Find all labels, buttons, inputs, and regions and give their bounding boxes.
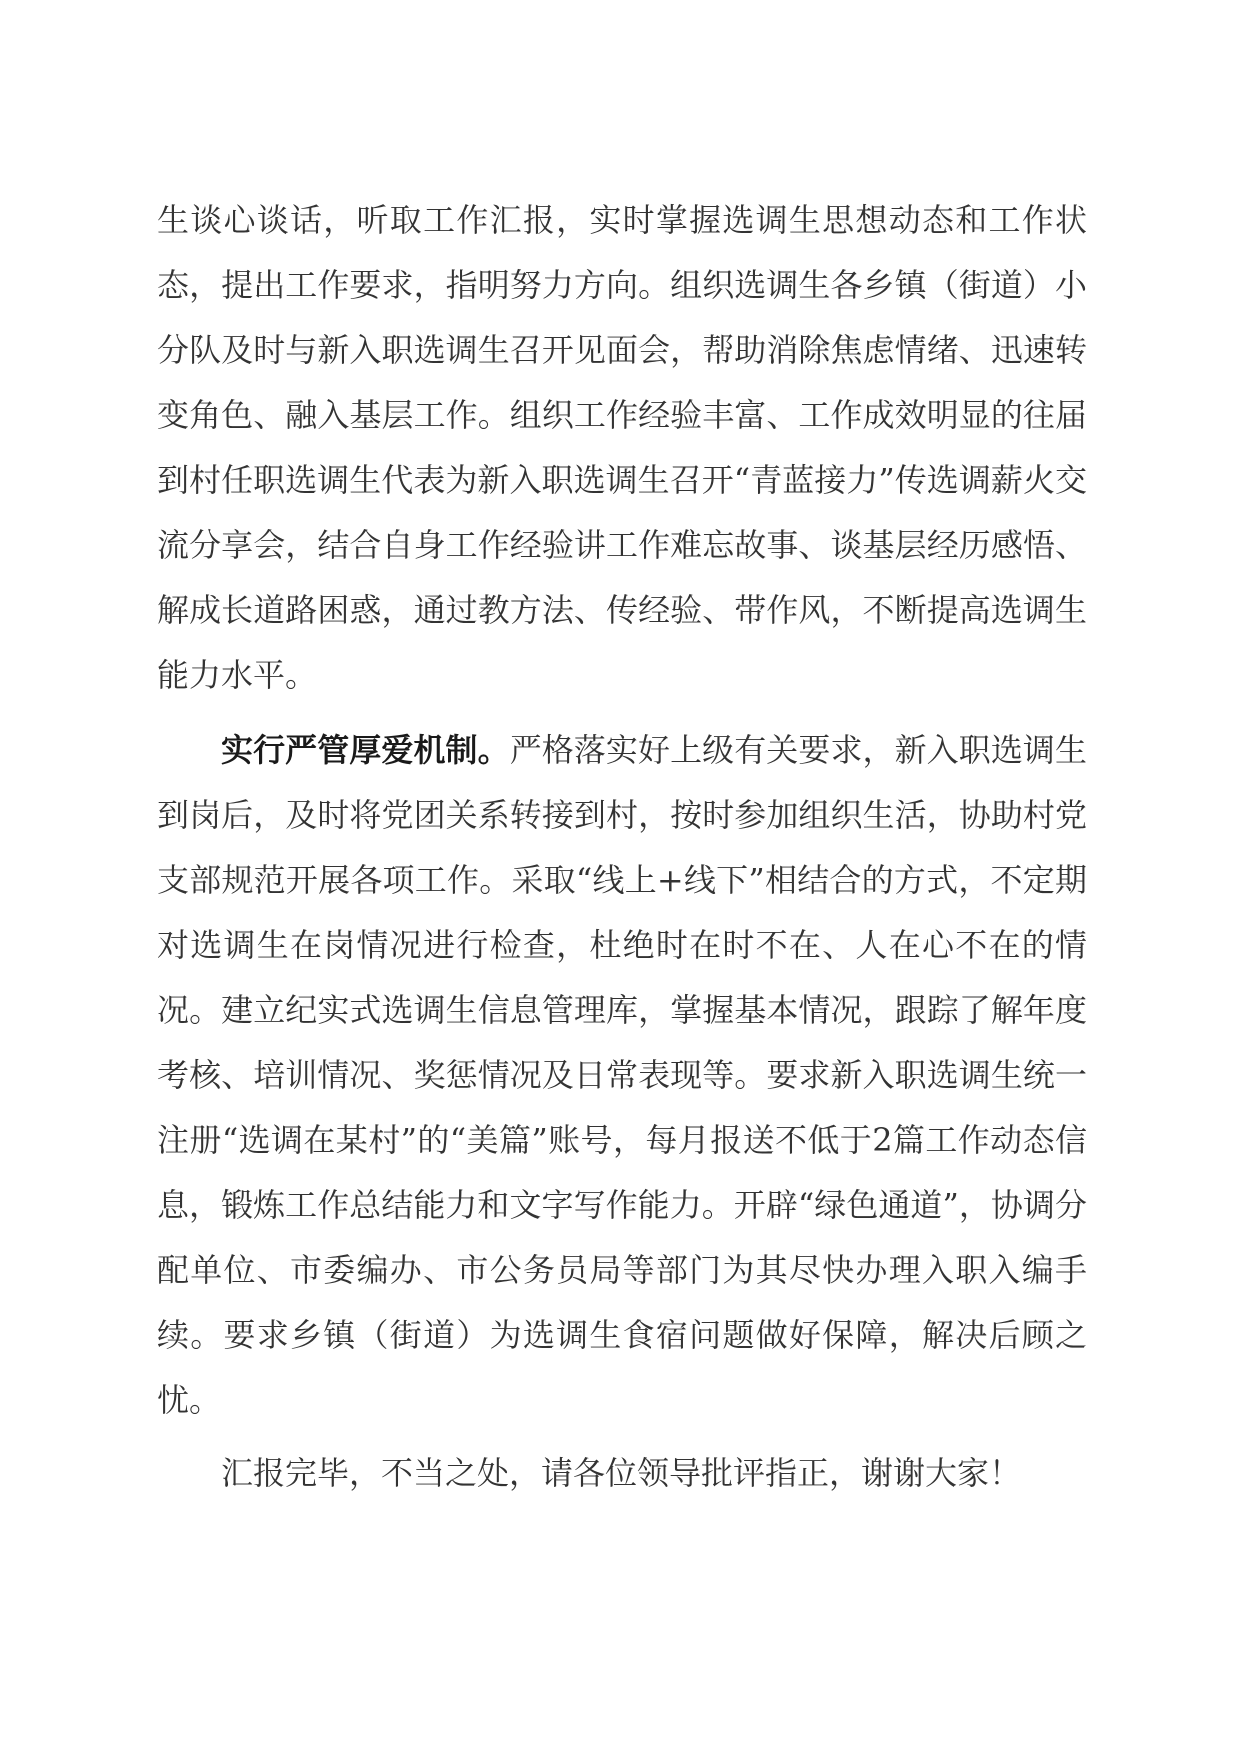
document-body [157, 188, 1087, 1506]
closing-paragraph: 汇报完毕，不当之处，请各位领导批评指正，谢谢大家！ [221, 1454, 1022, 1492]
paragraph-heading: 实行严管厚爱机制。 [221, 731, 510, 769]
paragraph-continued: 生谈心谈话，听取工作汇报，实时掌握选调生思想动态和工作状态，提出工作要求，指明努力方向。组织选调生各乡镇（街道）小分队及时与新入职选调生召开见面会，帮助消除焦虑情绪、迅速转变角色、融入基层工作。组织工作经验丰富、工作成效明显的往届到村任职选调生代表为新入职选调生召开“青蓝接力”传选调薪火交流分享会，结合自身工作经验讲工作难忘故事、谈基层经历感悟、解成长道路困惑，通过教方法、传经验、带作风，不断提高选调生能力水平。 [157, 201, 1087, 694]
paragraph-strict-management [157, 718, 1087, 1433]
paragraph-body: 严格落实好上级有关要求，新入职选调生到岗后，及时将党团关系转接到村，按时参加组织生活，协助村党支部规范开展各项工作。采取“线上+线下”相结合的方式，不定期对选调生在岗情况进行检查，杜绝时在时不在、人在心不在的情况。建立纪实式选调生信息管理库，掌握基本情况，跟踪了解年度考核、培训情况、奖惩情况及日常表现等。要求新入职选调生统一注册“选调在某村”的“美篇”账号，每月报送不低于2篇工作动态信息，锻炼工作总结能力和文字写作能力。开辟“绿色通道”，协调分配单位、市委编办、市公务员局等部门为其尽快办理入职入编手续。要求乡镇（街道）为选调生食宿问题做好保障，解决后顾之忧。 [157, 731, 1087, 1419]
